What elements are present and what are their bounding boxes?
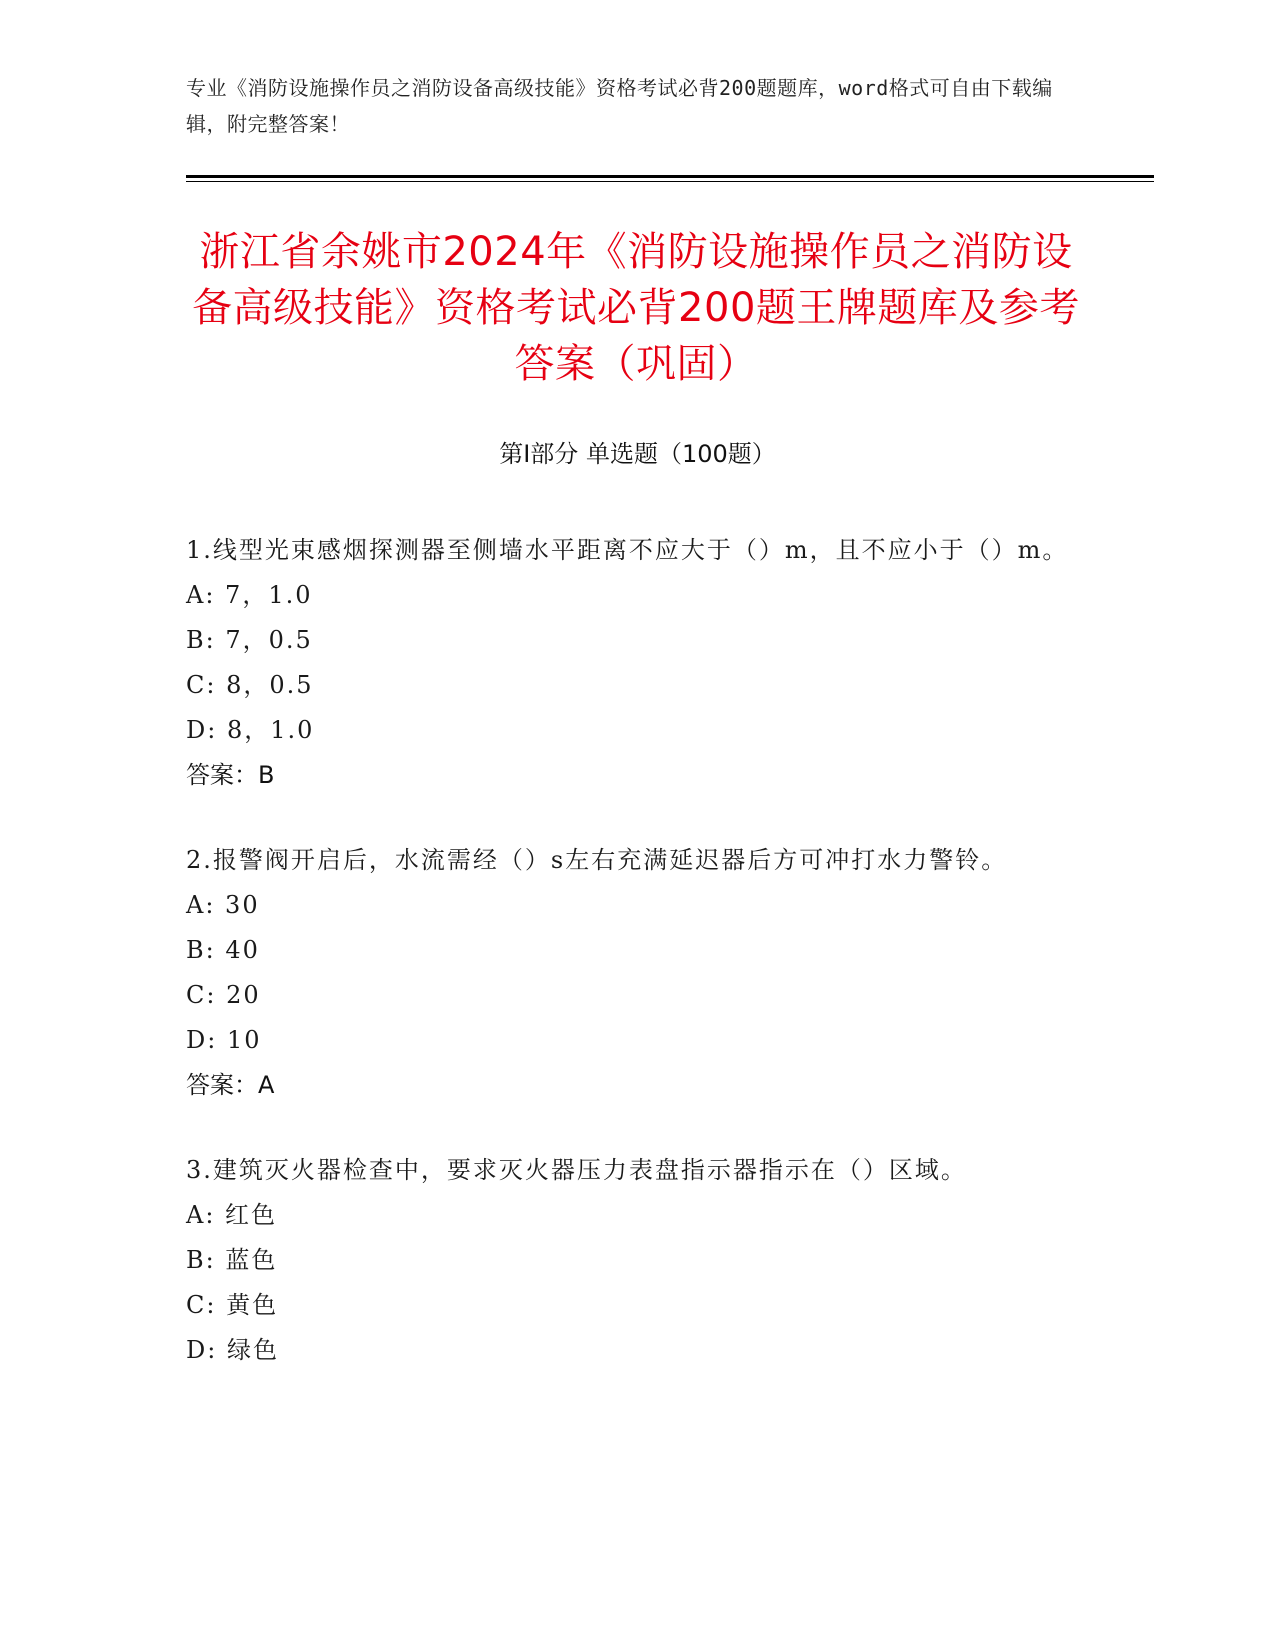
section-title: 第Ⅰ部分 单选题（100题） bbox=[499, 440, 776, 468]
question-2 bbox=[186, 838, 1086, 1108]
option-d: D: 10 bbox=[186, 1026, 262, 1054]
header-divider-thick bbox=[186, 175, 1154, 178]
option-b: B: 7，0.5 bbox=[186, 626, 313, 654]
question-list bbox=[186, 528, 1086, 1413]
question-stem: 3.建筑灭火器检查中，要求灭火器压力表盘指示器指示在（）区域。 bbox=[186, 1156, 967, 1184]
option-d: D: 8，1.0 bbox=[186, 716, 315, 744]
question-stem: 2.报警阀开启后，水流需经（）s左右充满延迟器后方可冲打水力警铃。 bbox=[186, 846, 1008, 874]
question-stem: 1.线型光束感烟探测器至侧墙水平距离不应大于（）m，且不应小于（）m。 bbox=[186, 536, 1069, 564]
option-a: A: 7，1.0 bbox=[186, 581, 313, 609]
option-c: C: 黄色 bbox=[186, 1291, 279, 1319]
option-b: B: 蓝色 bbox=[186, 1246, 278, 1274]
option-c: C: 20 bbox=[186, 981, 261, 1009]
option-a: A: 30 bbox=[186, 891, 260, 919]
question-1 bbox=[186, 528, 1086, 798]
option-b: B: 40 bbox=[186, 936, 260, 964]
option-a: A: 红色 bbox=[186, 1201, 278, 1229]
question-3 bbox=[186, 1148, 1086, 1373]
answer-label: 答案：A bbox=[186, 1071, 275, 1099]
option-c: C: 8，0.5 bbox=[186, 671, 314, 699]
option-d: D: 绿色 bbox=[186, 1336, 279, 1364]
header-note: 专业《消防设施操作员之消防设备高级技能》资格考试必背200题题库，word格式可自由下载编辑，附完整答案！ bbox=[186, 76, 1053, 136]
document-title: 浙江省余姚市2024年《消防设施操作员之消防设备高级技能》资格考试必背200题王牌题库及参考答案（巩固） bbox=[192, 229, 1080, 387]
answer-label: 答案：B bbox=[186, 761, 275, 789]
header-divider-thin bbox=[186, 181, 1154, 182]
